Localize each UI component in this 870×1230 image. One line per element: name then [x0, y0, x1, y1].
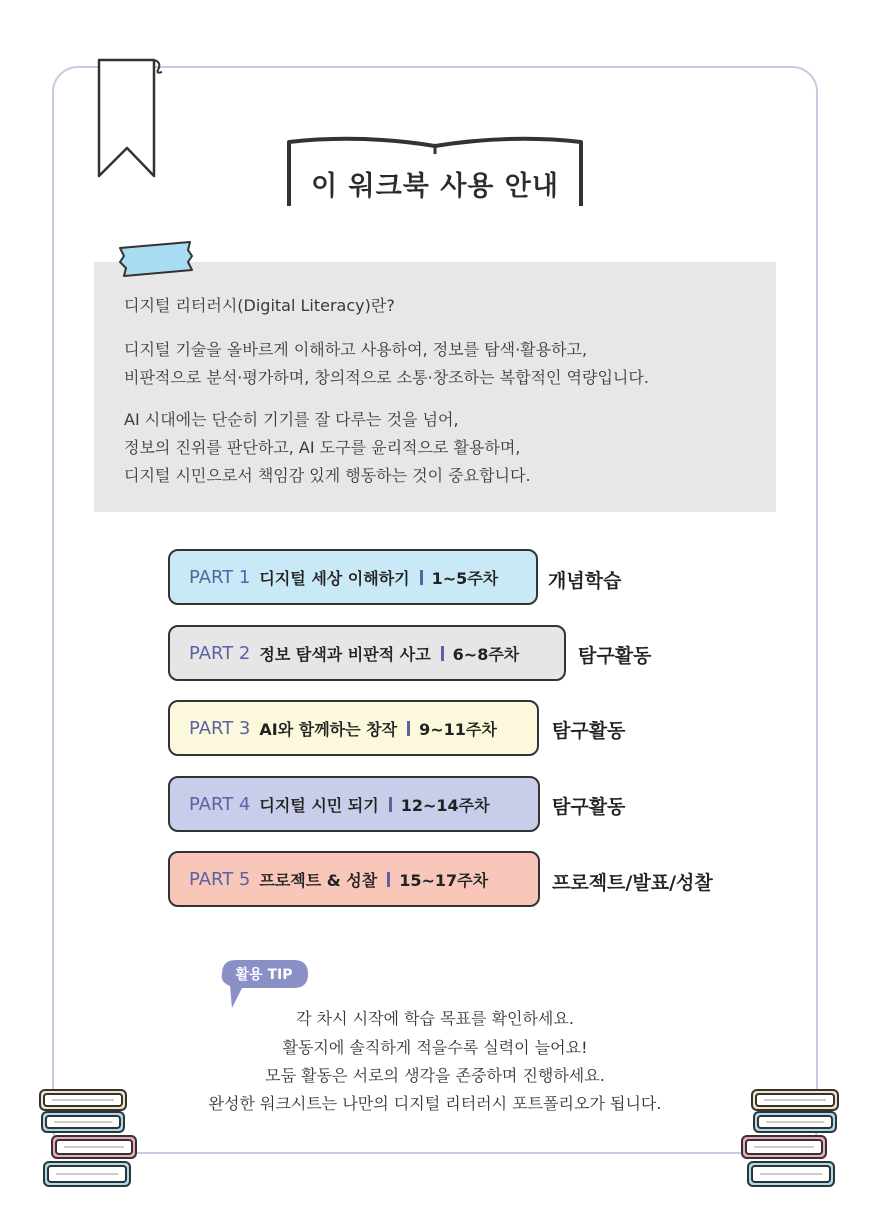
divider-bar	[407, 721, 410, 736]
part-5-card	[168, 851, 540, 907]
page-title: 이 워크북 사용 안내	[311, 171, 559, 202]
page-frame	[52, 66, 818, 1154]
part-weeks: 9~11주차	[419, 719, 497, 739]
intro-text: 디지털 시민으로서 책임감 있게 행동하는 것이 중요합니다.	[124, 466, 531, 485]
tip-line: 완성한 워크시트는 나만의 디지털 리터러시 포트폴리오가 됩니다.	[208, 1094, 662, 1113]
divider-bar	[387, 872, 390, 887]
part-weeks: 12~14주차	[400, 795, 490, 815]
part-title: AI와 함께하는 창작	[259, 719, 398, 739]
tip-line: 각 차시 시작에 학습 목표를 확인하세요.	[296, 1009, 574, 1028]
part-number: PART 1	[189, 566, 251, 588]
part-4-card	[168, 776, 540, 832]
part-weeks: 15~17주차	[399, 870, 489, 890]
part-3-card	[168, 700, 539, 756]
intro-heading: 디지털 리터러시(Digital Literacy)란?	[124, 296, 395, 315]
part-weeks: 6~8주차	[452, 644, 520, 664]
intro-text: 디지털 기술을 올바르게 이해하고 사용하여, 정보를 탐색·활용하고,	[124, 340, 588, 359]
part-type: 프로젝트/발표/성찰	[552, 872, 713, 894]
part-type: 개념학습	[548, 570, 622, 592]
part-2-card	[168, 625, 566, 681]
tip-line: 모둠 활동은 서로의 생각을 존중하며 진행하세요.	[265, 1066, 605, 1085]
part-title: 프로젝트 & 성찰	[259, 870, 378, 890]
part-title: 정보 탐색과 비판적 사고	[259, 644, 431, 664]
part-type: 탐구활동	[552, 720, 626, 742]
tip-line: 활동지에 솔직하게 적을수록 실력이 늘어요!	[282, 1038, 588, 1057]
intro-text: AI 시대에는 단순히 기기를 잘 다루는 것을 넘어,	[124, 410, 459, 429]
divider-bar	[441, 646, 444, 661]
part-number: PART 2	[189, 642, 251, 664]
part-number: PART 3	[189, 717, 251, 739]
part-number: PART 4	[189, 793, 251, 815]
part-title: 디지털 세상 이해하기	[259, 568, 410, 588]
part-type: 탐구활동	[552, 796, 626, 818]
title-banner	[286, 136, 584, 208]
part-title: 디지털 시민 되기	[259, 795, 379, 815]
book-stack-icon	[738, 1086, 842, 1190]
divider-bar	[420, 570, 423, 585]
book-stack-icon	[36, 1086, 140, 1190]
tip-label: 활용 TIP	[235, 967, 293, 983]
intro-box	[94, 262, 776, 512]
divider-bar	[389, 797, 392, 812]
part-1-card	[168, 549, 538, 605]
intro-text: 정보의 진위를 판단하고, AI 도구를 윤리적으로 활용하며,	[124, 438, 521, 457]
intro-text: 비판적으로 분석·평가하며, 창의적으로 소통·창조하는 복합적인 역량입니다.	[124, 368, 649, 387]
part-number: PART 5	[189, 868, 251, 890]
washi-tape-icon	[116, 240, 194, 278]
part-type: 탐구활동	[578, 645, 652, 667]
bookmark-ribbon-icon	[96, 58, 166, 180]
part-weeks: 1~5주차	[431, 568, 499, 588]
